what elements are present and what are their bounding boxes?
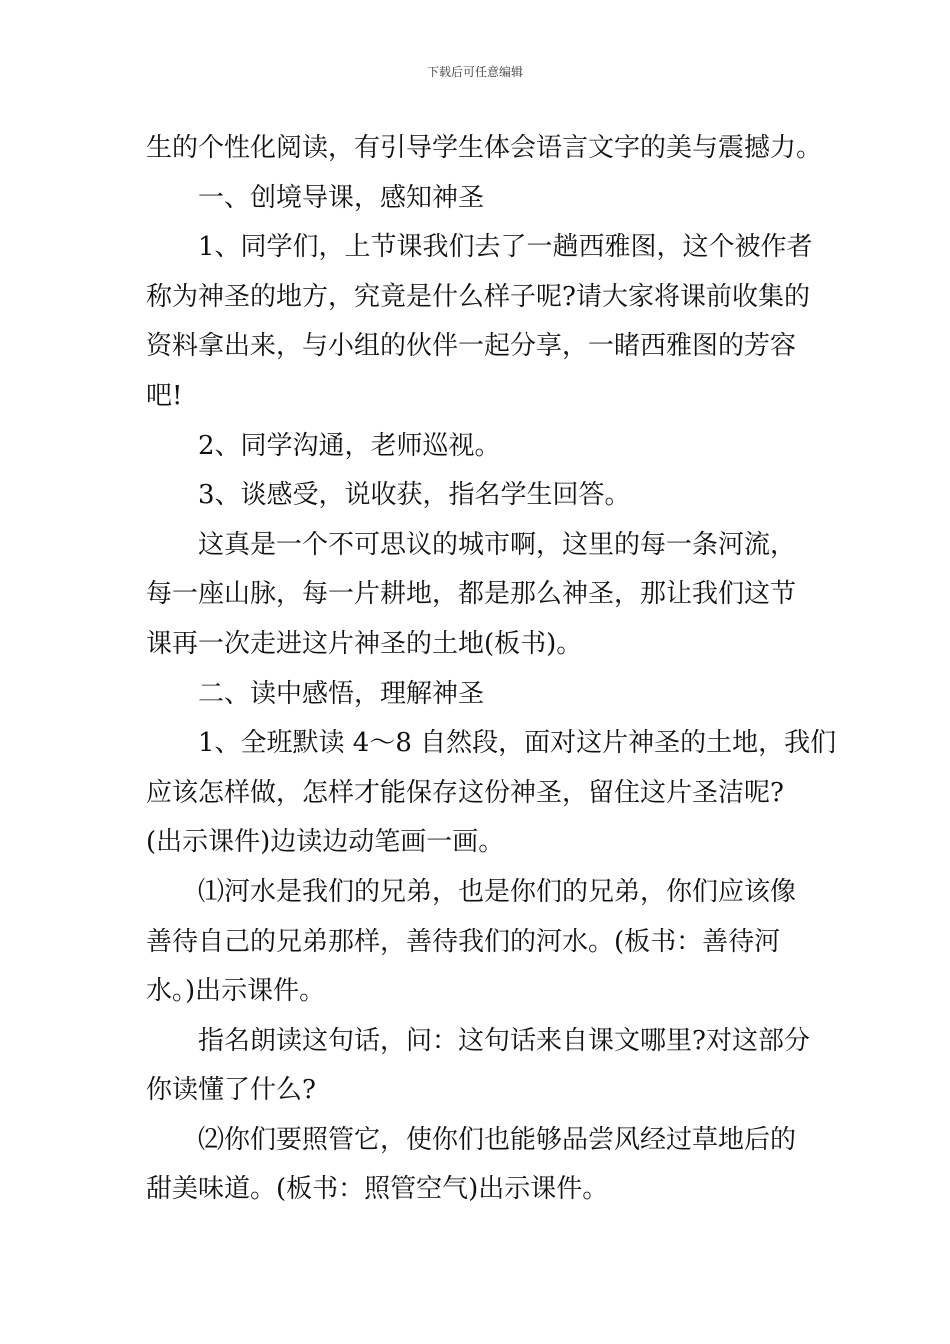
text-line: 这真是一个不可思议的城市啊，这里的每一条河流， [198, 529, 797, 560]
text-line: 3、谈感受，说收获，指名学生回答。 [198, 480, 631, 511]
text-line: 吧! [146, 380, 183, 411]
text-line: 1、全班默读 4～8 自然段，面对这片神圣的土地，我们 [198, 728, 837, 759]
text-line: 你读懂了什么? [146, 1075, 316, 1106]
text-line: 指名朗读这句话，问：这句话来自课文哪里?对这部分 [198, 1025, 810, 1056]
text-line: ⑴河水是我们的兄弟，也是你们的兄弟，你们应该像 [198, 876, 797, 907]
text-line: 应该怎样做，怎样才能保存这份神圣，留住这片圣洁呢? [146, 777, 784, 808]
text-line: ⑵你们要照管它，使你们也能够品尝风经过草地后的 [198, 1124, 797, 1155]
text-line: 水。)出示课件。 [146, 976, 326, 1007]
text-line: 称为神圣的地方，究竟是什么样子呢?请大家将课前收集的 [146, 281, 810, 312]
document-body [146, 124, 837, 1215]
text-line: 生的个性化阅读，有引导学生体会语言文字的美与震撼力。 [146, 133, 823, 163]
text-line: 一、创境导课，感知神圣 [198, 182, 485, 213]
text-line: (出示课件)边读边动笔画一画。 [146, 827, 505, 858]
text-line: 1、同学们，上节课我们去了一趟西雅图，这个被作者 [198, 232, 813, 263]
text-line: 2、同学沟通，老师巡视。 [198, 430, 501, 461]
text-line: 每一座山脉，每一片耕地，都是那么神圣，那让我们这节 [146, 579, 797, 610]
text-line: 二、读中感悟，理解神圣 [198, 678, 485, 709]
text-line: 善待自己的兄弟那样，善待我们的河水。(板书：善待河 [146, 926, 781, 957]
page-header: 下载后可任意编辑 [426, 65, 523, 79]
text-line: 课再一次走进这片神圣的土地(板书)。 [146, 628, 583, 659]
text-line: 甜美味道。(板书：照管空气)出示课件。 [146, 1174, 609, 1205]
text-line: 资料拿出来，与小组的伙伴一起分享，一睹西雅图的芳容 [146, 331, 797, 362]
